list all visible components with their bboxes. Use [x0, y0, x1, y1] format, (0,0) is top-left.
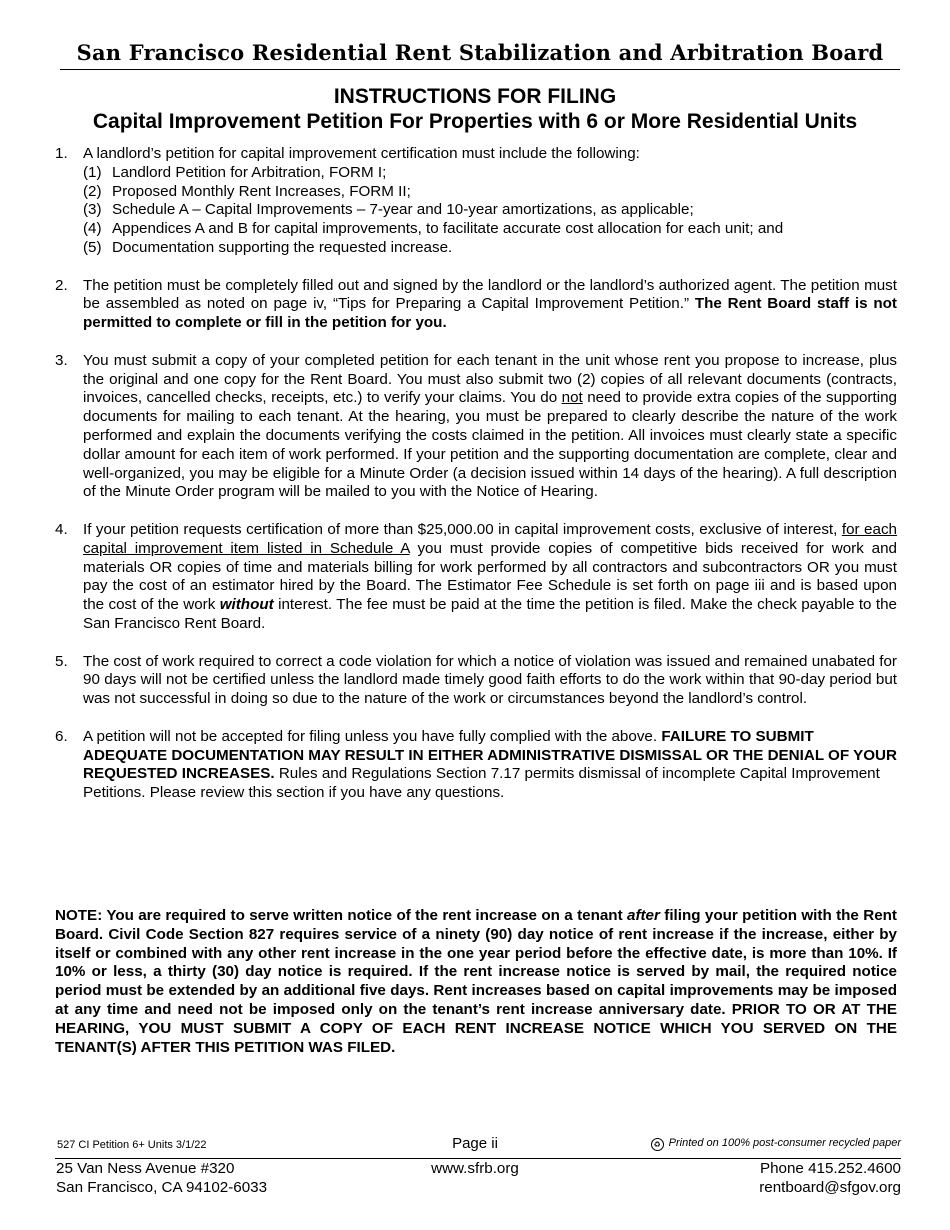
- item-number: 2.: [55, 276, 68, 294]
- recycle-icon: ♻: [651, 1138, 664, 1151]
- sub-item: [83, 183, 897, 202]
- item-text: [83, 728, 897, 803]
- item-text: [83, 352, 897, 502]
- footer-divider: [55, 1158, 901, 1159]
- sub-number: (2): [83, 182, 102, 200]
- email-link[interactable]: rentboard@sfgov.org: [759, 1178, 901, 1196]
- contact-info: [759, 1160, 901, 1197]
- item-number: 4.: [55, 520, 68, 538]
- instruction-item-2: [55, 277, 897, 333]
- instruction-item-4: [55, 521, 897, 634]
- item-body: The petition must be completely filled out and signed by the landlord or the landlord’s authorized agent. The petition must be assembled as noted on page iv, “Tips for Preparing a Capital Improvement Petition.”: [83, 276, 897, 313]
- sub-number: (1): [83, 163, 102, 181]
- item-emphasis: FAILURE TO SUBMIT ADEQUATE DOCUMENTATION MAY RESULT IN EITHER ADMINISTRATIVE DISMISSAL OR THE DENIAL OF YOUR REQUESTED INCREASES.: [83, 727, 897, 783]
- item-emphasis: without: [219, 596, 274, 614]
- sub-item: [83, 220, 897, 239]
- rent-increase-note: [55, 907, 897, 1057]
- sub-number: (3): [83, 201, 102, 219]
- item-body-continued: you must provide copies of competitive bids received for work and materials OR copies of time and materials billing for work performed by all contractors and subcontractors OR you must pay the cost of an estimator hired by the Board. The Estimator Fee Schedule is set forth on page iii and is based upon the cost of the work: [83, 539, 897, 614]
- item-text: A landlord’s petition for capital improvement certification must include the following:: [83, 145, 640, 162]
- phone-number: Phone 415.252.4600: [759, 1160, 901, 1177]
- page-number: Page ii: [452, 1135, 498, 1152]
- instruction-item-1: [55, 145, 897, 164]
- instruction-item-5: [55, 653, 897, 709]
- sub-item: [83, 164, 897, 183]
- instructions-list: [55, 145, 897, 803]
- item-body-end: interest. The fee must be paid at the time the petition is filed. Make the check payable to the San Francisco Rent Board.: [83, 596, 897, 632]
- board-header: San Francisco Residential Rent Stabilization and Arbitration Board: [76, 40, 884, 65]
- note-text-continued: filing your petition with the Rent Board. Civil Code Section 827 requires service of a ninety (90) day notice of rent increase if the increase, either by itself or combined with any other rent increase in the one year period before the effective date, is more than 10%. If 10% or less, a thirty (30) day notice is required. If the rent increase notice is served by mail, the required notice period must be extended by an additional five days. Rent increases based on capital improvements may be imposed at any time and need not be imposed only on the tenant’s rent increase anniversary date. PRIOR TO OR AT THE HEARING, YOU MUST SUBMIT A COPY OF EACH RENT INCREASE NOTICE WHICH YOU SERVED ON THE TENANT(S) AFTER THIS PETITION WAS FILED.: [55, 907, 897, 1056]
- item-number: 6.: [55, 727, 68, 745]
- item-text: The cost of work required to correct a code violation for which a notice of violation was issued and remained unabated for 90 days will not be certified unless the landlord made timely good faith efforts to do the work within that 90-day period but was not successful in doing so due to the nature of the work or circumstances beyond the landlord’s control.: [83, 652, 897, 708]
- page-title: INSTRUCTIONS FOR FILING: [333, 85, 617, 108]
- sub-number: (5): [83, 238, 102, 256]
- item-number: 5.: [55, 652, 68, 670]
- recycled-paper-notice: [651, 1137, 901, 1151]
- item-body: If your petition requests certification of more than $25,000.00 in capital improvement costs, exclusive of interest,: [83, 520, 838, 538]
- item-text: [83, 277, 897, 333]
- note-emphasis: after: [627, 907, 660, 924]
- item-body-continued: need to provide extra copies of the supporting documents for mailing to each tenant. At the hearing, you must be prepared to clearly describe the nature of the work performed and explain the documents verifying the costs claimed in the petition. All invoices must clearly state a specific dollar amount for each item of work performed. If your petition and the supporting documentation are complete, clear and well-organized, you may be eligible for a Minute Order (a decision issued within 14 days of the hearing). A full description of the Minute Order program will be mailed to you with the Notice of Hearing.: [83, 389, 897, 501]
- sub-text: Proposed Monthly Rent Increases, FORM II;: [112, 182, 411, 200]
- item-number: 3.: [55, 351, 68, 369]
- form-id: 527 CI Petition 6+ Units 3/1/22: [57, 1139, 207, 1151]
- instruction-item-6: [55, 728, 897, 803]
- item-emphasis: The Rent Board staff is not permitted to complete or fill in the petition for you.: [83, 295, 897, 332]
- address-line-1: 25 Van Ness Avenue #320: [56, 1160, 235, 1177]
- sub-item: [83, 201, 897, 220]
- item-body: You must submit a copy of your completed petition for each tenant in the unit whose rent you propose to increase, plus the original and one copy for the Rent Board. You must also submit two (2) copies of all relevant documents (contracts, invoices, cancelled checks, receipts, etc.) to verify your claims. You do: [83, 351, 897, 407]
- item-text: [83, 521, 897, 634]
- sub-text: Documentation supporting the requested increase.: [112, 238, 453, 256]
- sub-text: Schedule A – Capital Improvements – 7-year and 10-year amortizations, as applicable;: [112, 201, 694, 219]
- sub-item: [83, 239, 897, 258]
- item-body: A petition will not be accepted for filing unless you have fully complied with the above.: [83, 727, 658, 745]
- item-underlined: not: [561, 389, 583, 407]
- website-link[interactable]: www.sfrb.org: [431, 1160, 519, 1177]
- header-divider: [60, 69, 900, 70]
- sub-text: Appendices A and B for capital improvements, to facilitate accurate cost allocation for each unit; and: [112, 220, 784, 238]
- item-number: 1.: [55, 145, 68, 162]
- item-underlined: for each capital improvement item listed in Schedule A: [83, 520, 897, 557]
- sub-number: (4): [83, 220, 102, 238]
- address-line-2: San Francisco, CA 94102-6033: [56, 1178, 268, 1196]
- sub-text: Landlord Petition for Arbitration, FORM I;: [112, 163, 387, 181]
- page-subtitle: Capital Improvement Petition For Properties with 6 or More Residential Units: [92, 110, 858, 133]
- instruction-item-3: [55, 352, 897, 502]
- note-text: NOTE: You are required to serve written notice of the rent increase on a tenant: [55, 907, 623, 924]
- item-body-continued: Rules and Regulations Section 7.17 permits dismissal of incomplete Capital Improvement Petitions. Please review this section if you have any questions.: [83, 765, 880, 802]
- recycled-text: Printed on 100% post-consumer recycled paper: [668, 1137, 901, 1149]
